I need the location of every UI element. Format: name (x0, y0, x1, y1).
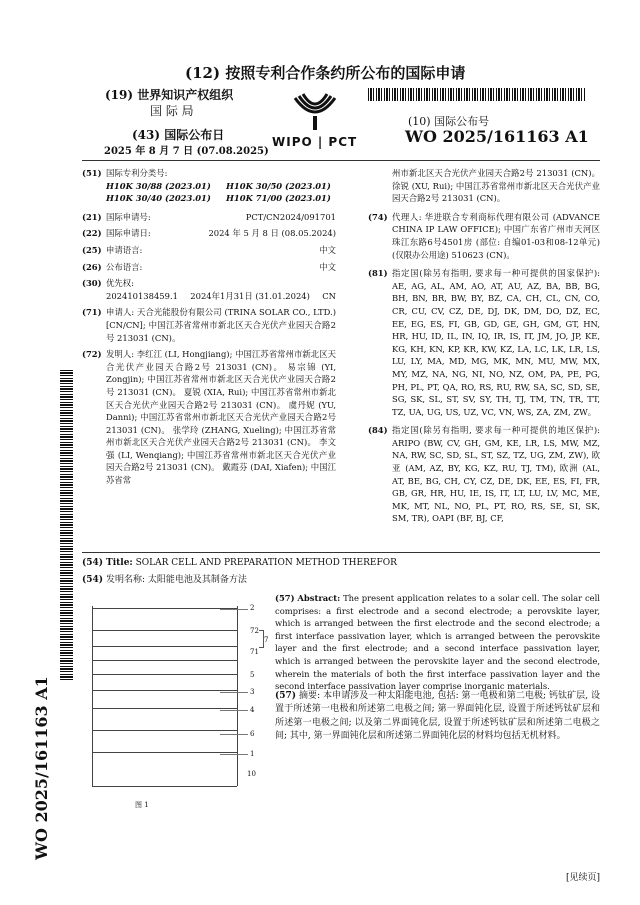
pubdate-value: 2025 年 8 月 7 日 (07.08.2025) (104, 146, 269, 157)
header-divider (82, 160, 600, 161)
top-barcode (368, 88, 586, 101)
application-number-field: (21) 国际申请号: PCT/CN2024/091701 (82, 211, 336, 222)
figure-label: 4 (250, 706, 255, 714)
agent-field: (74) 代理人: 华进联合专利商标代理有限公司 (ADVANCE CHINA IP LAW OFFICE); 中国广东省广州市天河区珠江东路6号4501房 (部位: 自编01-03和08-12单元) (仅限办公用途) 510623 (CN)。 (368, 211, 600, 260)
layer-6 (92, 730, 237, 731)
figure-right-edge (237, 606, 239, 786)
left-column (82, 167, 336, 487)
abstract-english: (57) Abstract: The present application relates to a solar cell. The solar cell comprises: a first electrode and a second electrode; a perovskite layer, which is arranged between the first electrode and the second electrode; a first interface passivation layer, which is arranged between the perovskite layer and the first electrode; and a second interface passivation layer, which is arranged between the perovskite layer and the second electrode, wherein the materials of both the first interface passivation layer and the second interface passivation layer comprise inorganic materials. (275, 593, 600, 692)
title-english: (54) Title: SOLAR CELL AND PREPARATION METHOD THEREFOR (82, 558, 397, 568)
pubno-value: WO 2025/161163 A1 (405, 127, 589, 146)
figure-label: 2 (250, 604, 255, 612)
figure-label: 3 (250, 688, 255, 696)
side-barcode (60, 370, 73, 680)
ipc-code: H10K 30/40 (2023.01) (106, 193, 211, 204)
inventors-field: (72) 发明人: 李红江 (LI, Hongjiang); 中国江苏省常州市新北区天合光伏产业园天合路2号 213031 (CN)。 易宗锦 (YI, Zongjin); 中国江苏省常州市新北区天合光伏产业园天合路2号 213031 (CN)。 夏锐 (XIA, Rui); 中国江苏省常州市新北区天合光伏产业园天合路2号 213031 (CN)。 虞丹妮 (YU, Danni); 中国江苏省常州市新北区天合光伏产业园天合路2号 213031 (CN)。 张学玲 (ZHANG, Xueling); 中国江苏省常州市新北区天合光伏产业园天合路2号 213031 (CN)。 李文强 (LI, Wenqiang); 中国江苏省常州市新北区天合光伏产业园天合路2号 213031 (CN)。 戴霞芬 (DAI, Xiafen); 中国江苏省常 (82, 349, 336, 486)
layer-5-top (92, 660, 237, 661)
figure-label: 7 (264, 636, 269, 644)
ipc-field: (51) 国际专利分类号: H10K 30/88 (2023.01) H10K 30/50 (2023.01) H10K 30/40 (2023.01) H10K 71/00 (2023.01) (82, 167, 336, 205)
layer-72 (92, 630, 237, 631)
figure-label: 1 (250, 750, 255, 758)
org-name: (19) 世界知识产权组织 (105, 88, 234, 102)
inventors-continued: 州市新北区天合光伏产业园天合路2号 213031 (CN)。 徐锐 (XU, Rui); 中国江苏省常州市新北区天合光伏产业园天合路2号 213031 (CN)。 (392, 168, 600, 204)
pubno-label: (10) 国际公布号 (408, 115, 490, 128)
org-sub: 国 际 局 (150, 104, 194, 118)
figure-label: 6 (250, 730, 255, 738)
designated-states-national: (81) 指定国(除另有指明, 要求每一种可提供的国家保护): AE, AG, AL, AM, AO, AT, AU, AZ, BA, BB, BG, BH, BN, BR, BW, BY, BZ, CA, CH, CL, CN, CO, CR, CU, CV, CZ, DE, DJ, DK, DM, DO, DZ, EC, EE, EG, ES, FI, GB, GD, GE, GH, GM, GT, HN, HR, HU, ID, IL, IN, IQ, IR, IS, IT, JM, JO, JP, KE, KG, KH, KN, KP, KR, KW, KZ, LA, LC, LK, LR, LS, LU, LY, MA, MD, MG, MK, MN, MU, MW, MX, MY, MZ, NA, NG, NI, NO, NZ, OM, PA, PE, PG, PH, PL, PT, QA, RO, RS, RU, RW, SA, SC, SD, SE, SG, SK, SL, ST, SV, SY, TH, TJ, TM, TN, TR, TT, TZ, UA, UG, US, UZ, VC, VN, WS, ZA, ZM, ZW。 (368, 268, 600, 417)
layer-4 (92, 708, 237, 709)
ipc-code: H10K 30/50 (2023.01) (226, 180, 331, 191)
ipc-code: H10K 30/88 (2023.01) (106, 180, 211, 191)
layer-2 (92, 608, 237, 609)
layer-10 (92, 786, 237, 787)
continued-note: [见续页] (565, 873, 600, 883)
layer-3 (92, 690, 237, 691)
title-chinese: (54) 发明名称: 太阳能电池及其制备方法 (82, 575, 247, 585)
figure-label: 5 (250, 671, 255, 679)
figure-label: 71 (250, 648, 259, 656)
figure-label: 10 (247, 770, 256, 778)
figure-left-edge (92, 606, 94, 786)
layer-71 (92, 646, 237, 647)
filing-date-field: (22) 国际申请日: 2024 年 5 月 8 日 (08.05.2024) (82, 228, 336, 239)
figure-caption: 图 1 (135, 801, 149, 809)
figure-label: 72 (250, 627, 259, 635)
applicant-field: (71) 申请人: 天合光能股份有限公司 (TRINA SOLAR CO., LTD.) [CN/CN]; 中国江苏省常州市新北区天合光伏产业园天合路2号 213031 (CN)。 (82, 307, 336, 343)
ipc-code: H10K 71/00 (2023.01) (226, 193, 331, 204)
title-divider-top (82, 552, 600, 553)
publication-language-field: (26) 公布语言: 中文 (82, 261, 336, 272)
doc-title: (12) 按照专利合作条约所公布的国际申请 (185, 64, 466, 82)
side-publication-number: WO 2025/161163 A1 (32, 676, 51, 860)
wipo-logo-icon (287, 92, 343, 132)
pubdate-label: (43) 国际公布日 (132, 128, 225, 142)
right-column (368, 167, 600, 525)
abstract-chinese: (57) 摘要: 本申请涉及一种太阳能电池, 包括: 第一电极和第二电极; 钙钛矿层, 设置于所述第一电极和所述第二电极之间; 第一界面钝化层, 设置于所述钙钛矿层和所述第一电极之间; 以及第二界面钝化层, 设置于所述钙钛矿层和所述第二电极之间; 其中, 第一界面钝化层和所述第二界面钝化层的材料均包括无机材料。 (275, 691, 600, 742)
filing-language-field: (25) 申请语言: 中文 (82, 244, 336, 255)
bracket-7 (259, 630, 264, 648)
priority-field: (30) 优先权: 202410138459.1 2024年1月31日 (31.01.2024) CN (82, 278, 336, 301)
designated-states-regional: (84) 指定国(除另有指明, 要求每一种可提供的地区保护): ARIPO (BW, CV, GH, GM, KE, LR, LS, MW, MZ, NA, RW, SC, SD, SL, ST, SZ, TZ, UG, ZM, ZW), 欧亚 (AM, AZ, BY, KG, KZ, RU, TJ, TM), 欧洲 (AL, AT, BE, BG, CH, CY, CZ, DE, DK, EE, ES, FI, FR, GB, GR, HR, HU, IE, IS, IT, LT, LU, LV, MC, ME, MK, MT, NL, NO, PL, PT, RO, RS, SE, SI, SK, SM, TR), OAPI (BF, BJ, CF, (368, 425, 600, 524)
wipo-pct-label: WIPO | PCT (272, 135, 358, 149)
layer-5 (92, 674, 237, 675)
layer-1 (92, 752, 237, 753)
